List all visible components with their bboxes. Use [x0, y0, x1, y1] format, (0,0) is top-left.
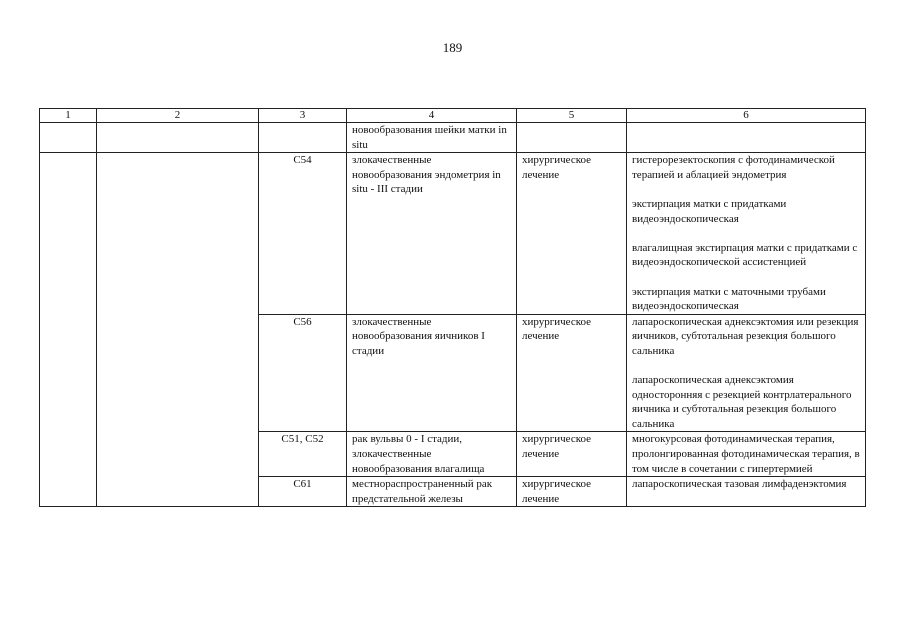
- cell-diagnosis: злокачественные новообразования яичников I стадии: [347, 314, 517, 432]
- cell-empty: [97, 123, 259, 153]
- cell-treatment: хирургическое лечение: [517, 477, 627, 507]
- method-text: гистерорезектоскопия с фотодинамической терапией и аблацией эндометрия: [632, 154, 835, 181]
- cell-methods: [627, 432, 866, 477]
- cell-empty: [40, 123, 97, 153]
- column-header-3: 3: [259, 109, 347, 123]
- method-text: экстирпация матки с маточными трубами видеоэндоскопическая: [632, 285, 826, 313]
- method-text: экстирпация матки с придатками видеоэндоскопическая: [632, 197, 787, 225]
- cell-diagnosis: новообразования шейки матки in situ: [347, 123, 517, 153]
- cell-empty: [259, 123, 347, 153]
- method-text: лапароскопическая аднексэктомия или резекция яичников, субтотальная резекция большого сальника: [632, 315, 859, 357]
- cell-methods: [627, 314, 866, 432]
- cell-diagnosis: рак вульвы 0 - I стадии, злокачественные новообразования влагалища: [347, 432, 517, 477]
- column-header-2: 2: [97, 109, 259, 123]
- page-number: 189: [442, 40, 463, 55]
- column-numbers-row: [40, 109, 866, 123]
- cell-group-name: [97, 153, 259, 507]
- table-row-continued: [40, 123, 866, 153]
- cell-methods: [627, 153, 866, 315]
- cell-treatment: хирургическое лечение: [517, 314, 627, 432]
- cell-diagnosis: местнораспространенный рак предстательной железы: [347, 477, 517, 507]
- cell-empty: [517, 123, 627, 153]
- column-header-5: 5: [517, 109, 627, 123]
- cell-group-number: [40, 153, 97, 507]
- cell-diagnosis: злокачественные новообразования эндометрия in situ - III стадии: [347, 153, 517, 315]
- table-row-c54: [40, 153, 866, 315]
- treatment-table: [39, 108, 866, 507]
- method-text: многокурсовая фотодинамическая терапия, пролонгированная фотодинамическая терапия, в том числе в сочетании с гипертермией: [632, 433, 860, 475]
- column-header-4: 4: [347, 109, 517, 123]
- cell-empty: [627, 123, 866, 153]
- method-text: влагалищная экстирпация матки с придатками с видеоэндоскопической ассистенцией: [632, 241, 858, 269]
- cell-methods: [627, 477, 866, 507]
- method-text: лапароскопическая тазовая лимфаденэктомия: [632, 478, 847, 491]
- column-header-6: 6: [627, 109, 866, 123]
- column-header-1: 1: [40, 109, 97, 123]
- cell-treatment: хирургическое лечение: [517, 432, 627, 477]
- method-text: лапароскопическая аднексэктомия односторонняя с резекцией контрлатерального яичника и субтотальная резекция большого сальника: [632, 374, 852, 430]
- cell-code: C51, C52: [259, 432, 347, 477]
- cell-code: C61: [259, 477, 347, 507]
- cell-code: C54: [259, 153, 347, 315]
- cell-treatment: хирургическое лечение: [517, 153, 627, 315]
- cell-code: C56: [259, 314, 347, 432]
